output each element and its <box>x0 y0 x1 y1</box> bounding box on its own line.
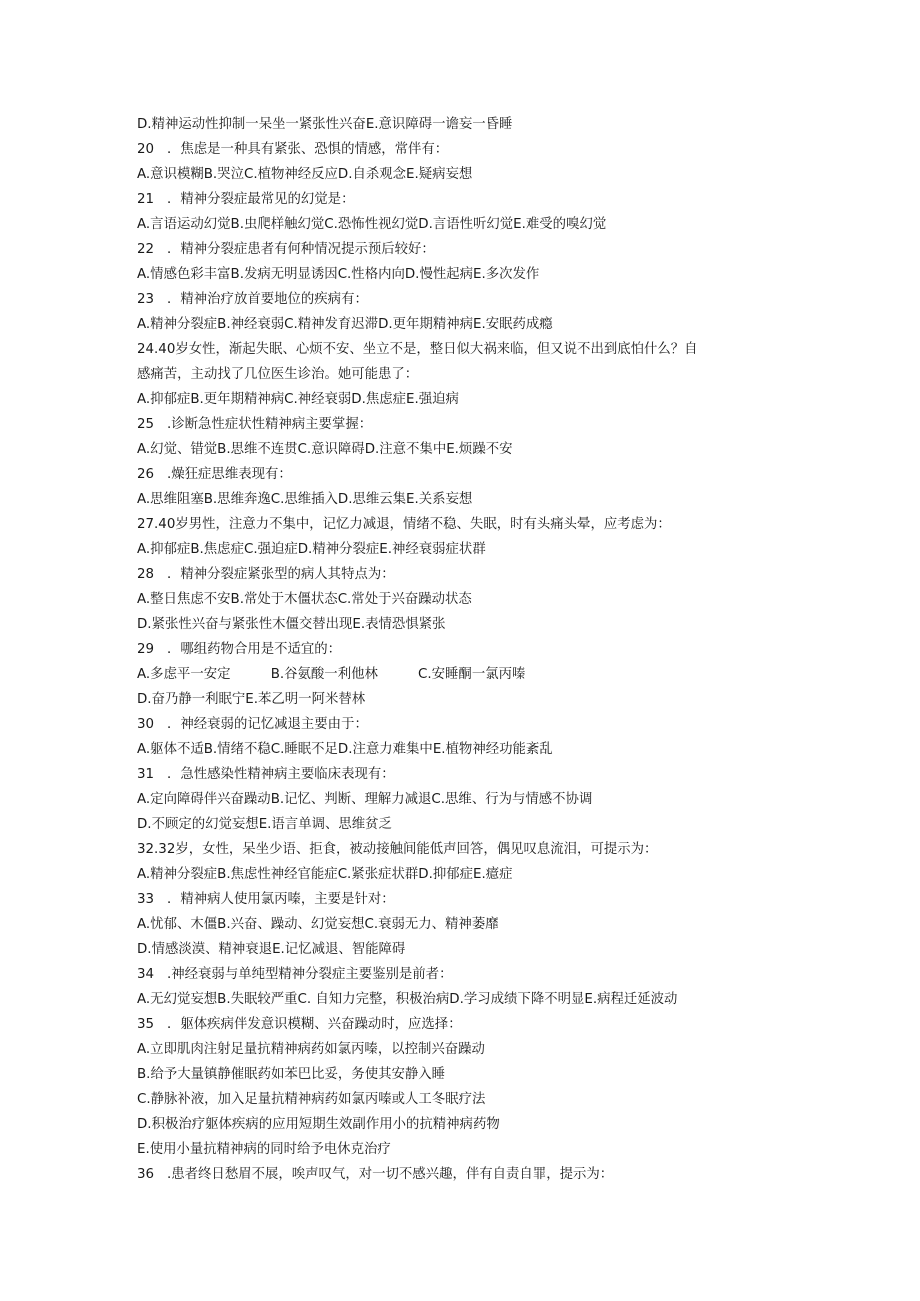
line-text: ．精神治疗放首要地位的疾病有： <box>167 292 368 307</box>
line-text: A.立即肌肉注射足量抗精神病药如氯丙嗪，以控制兴奋躁动 <box>137 1042 485 1057</box>
text-line <box>137 162 797 187</box>
line-text: A.无幻觉妄想B.失眠较严重C. 自知力完整，积极治病D.学习成绩下降不明显E.病程迁延波动 <box>137 992 678 1007</box>
text-line <box>137 687 797 712</box>
line-text: 24.40岁女性，渐起失眠、心烦不安、坐立不是，整日似大祸来临，但又说不出到底怕什么？自 <box>137 342 698 357</box>
line-text: ．躯体疾病伴发意识模糊、兴奋躁动时，应选择： <box>167 1017 462 1032</box>
line-text: A.定向障碍伴兴奋躁动B.记忆、判断、理解力减退C.思维、行为与情感不协调 <box>137 792 593 807</box>
question-number: 33 <box>137 892 155 907</box>
line-text: D.不顾定的幻觉妄想E.语言单调、思维贫乏 <box>137 817 392 832</box>
text-line <box>137 537 797 562</box>
line-text: A.抑郁症B.更年期精神病C.神经衰弱D.焦虑症E.强迫病 <box>137 392 459 407</box>
text-line <box>137 1037 797 1062</box>
line-text: A.精神分裂症B.神经衰弱C.精神发育迟滞D.更年期精神病E.安眠药成瘾 <box>137 317 553 332</box>
text-line <box>137 487 797 512</box>
question-number: 20 <box>137 142 155 157</box>
line-text: ．急性感染性精神病主要临床表现有： <box>167 767 395 782</box>
line-text: D.奋乃静一利眠宁E.苯乙明一阿米替林 <box>137 692 366 707</box>
line-text: .患者终日愁眉不展，唉声叹气，对一切不感兴趣，伴有自责自罪，提示为： <box>167 1167 614 1182</box>
text-line <box>137 612 797 637</box>
text-line <box>137 1087 797 1112</box>
text-line <box>137 1112 797 1137</box>
text-line <box>137 337 797 362</box>
text-line <box>137 587 797 612</box>
question-number: 26 <box>137 467 155 482</box>
document-body <box>137 112 797 1187</box>
text-line <box>137 1062 797 1087</box>
text-line <box>137 737 797 762</box>
question-number: 31 <box>137 767 155 782</box>
line-text: A.幻觉、错觉B.思维不连贯C.意识障碍D.注意不集中E.烦躁不安 <box>137 442 513 457</box>
question-number: 28 <box>137 567 155 582</box>
line-text: ．精神分裂症患者有何种情况提示预后较好： <box>167 242 435 257</box>
question-line <box>137 887 797 912</box>
line-text: A.整日焦虑不安B.常处于木僵状态C.常处于兴奋躁动状态 <box>137 592 472 607</box>
text-line <box>137 787 797 812</box>
line-text: ．焦虑是一种具有紧张、恐惧的情感，常伴有： <box>167 142 449 157</box>
question-line <box>137 287 797 312</box>
question-line <box>137 187 797 212</box>
line-text: A.思维阻塞B.思维奔逸C.思维插入D.思维云集E.关系妄想 <box>137 492 473 507</box>
line-text: ．哪组药物合用是不适宜的： <box>167 642 342 657</box>
question-line <box>137 237 797 262</box>
question-number: 22 <box>137 242 155 257</box>
line-text: D.紧张性兴奋与紧张性木僵交替出现E.表情恐惧紧张 <box>137 617 446 632</box>
text-line <box>137 312 797 337</box>
line-text: D.情感淡漠、精神衰退E.记忆减退、智能障碍 <box>137 942 406 957</box>
line-text: A.忧郁、木僵B.兴奋、躁动、幻觉妄想C.衰弱无力、精神萎靡 <box>137 917 499 932</box>
question-number: 21 <box>137 192 155 207</box>
text-line <box>137 1137 797 1162</box>
line-text: A.意识模糊B.哭泣C.植物神经反应D.自杀观念E.疑病妄想 <box>137 167 473 182</box>
question-line <box>137 462 797 487</box>
line-text: B.给予大量镇静催眠药如苯巴比妥，务使其安静入睡 <box>137 1067 446 1082</box>
line-text: A.抑郁症B.焦虑症C.强迫症D.精神分裂症E.神经衰弱症状群 <box>137 542 486 557</box>
text-line <box>137 837 797 862</box>
question-line <box>137 637 797 662</box>
line-text: ．精神分裂症最常见的幻觉是： <box>167 192 355 207</box>
text-line <box>137 987 797 1012</box>
question-line <box>137 1162 797 1187</box>
line-text: .燥狂症思维表现有： <box>167 467 292 482</box>
question-line <box>137 562 797 587</box>
line-text: A.言语运动幻觉B.虫爬样触幻觉C.恐怖性视幻觉D.言语性听幻觉E.难受的嗅幻觉 <box>137 217 607 232</box>
line-text: A.精神分裂症B.焦虑性神经官能症C.紧张症状群D.抑郁症E.癔症 <box>137 867 513 882</box>
text-line <box>137 662 797 687</box>
line-text: D.精神运动性抑制一呆坐一紧张性兴奋E.意识障碍一谵妄一昏睡 <box>137 117 513 132</box>
question-line <box>137 137 797 162</box>
line-text: 32.32岁，女性，呆坐少语、拒食，被动接触间能低声回答，偶见叹息流泪，可提示为： <box>137 842 658 857</box>
line-text: ．精神分裂症紧张型的病人其特点为： <box>167 567 395 582</box>
text-line <box>137 937 797 962</box>
text-line <box>137 387 797 412</box>
line-text: ．精神病人使用氯丙嗪，主要是针对： <box>167 892 395 907</box>
line-text: .神经衰弱与单纯型精神分裂症主要鉴别是前者： <box>167 967 453 982</box>
text-line <box>137 437 797 462</box>
line-text: 感痛苦，主动找了几位医生诊治。她可能患了： <box>137 367 419 382</box>
question-number: 30 <box>137 717 155 732</box>
line-text: E.使用小量抗精神病的同时给予电休克治疗 <box>137 1142 391 1157</box>
question-number: 34 <box>137 967 155 982</box>
text-line <box>137 212 797 237</box>
line-text: A.躯体不适B.情绪不稳C.睡眠不足D.注意力难集中E.植物神经功能紊乱 <box>137 742 553 757</box>
text-line <box>137 912 797 937</box>
question-line <box>137 1012 797 1037</box>
text-line <box>137 512 797 537</box>
text-line <box>137 362 797 387</box>
question-line <box>137 712 797 737</box>
line-text: A.情感色彩丰富B.发病无明显诱因C.性格内向D.慢性起病E.多次发作 <box>137 267 540 282</box>
line-text: .诊断急性症状性精神病主要掌握： <box>167 417 373 432</box>
question-line <box>137 412 797 437</box>
question-line <box>137 962 797 987</box>
line-text: ．神经衰弱的记忆减退主要由于： <box>167 717 368 732</box>
question-number: 36 <box>137 1167 155 1182</box>
line-text: 27.40岁男性，注意力不集中，记忆力减退，情绪不稳、失眠，时有头痛头晕，应考虑为： <box>137 517 671 532</box>
line-text: A.多虑平一安定 B.谷氨酸一利他林 C.安睡酮一氯丙嗪 <box>137 667 526 682</box>
question-line <box>137 762 797 787</box>
text-line <box>137 262 797 287</box>
text-line <box>137 862 797 887</box>
question-number: 29 <box>137 642 155 657</box>
text-line <box>137 812 797 837</box>
text-line <box>137 112 797 137</box>
line-text: C.静脉补液，加入足量抗精神病药如氯丙嗪或人工冬眠疗法 <box>137 1092 486 1107</box>
question-number: 35 <box>137 1017 155 1032</box>
line-text: D.积极治疗躯体疾病的应用短期生效副作用小的抗精神病药物 <box>137 1117 500 1132</box>
question-number: 23 <box>137 292 155 307</box>
question-number: 25 <box>137 417 155 432</box>
